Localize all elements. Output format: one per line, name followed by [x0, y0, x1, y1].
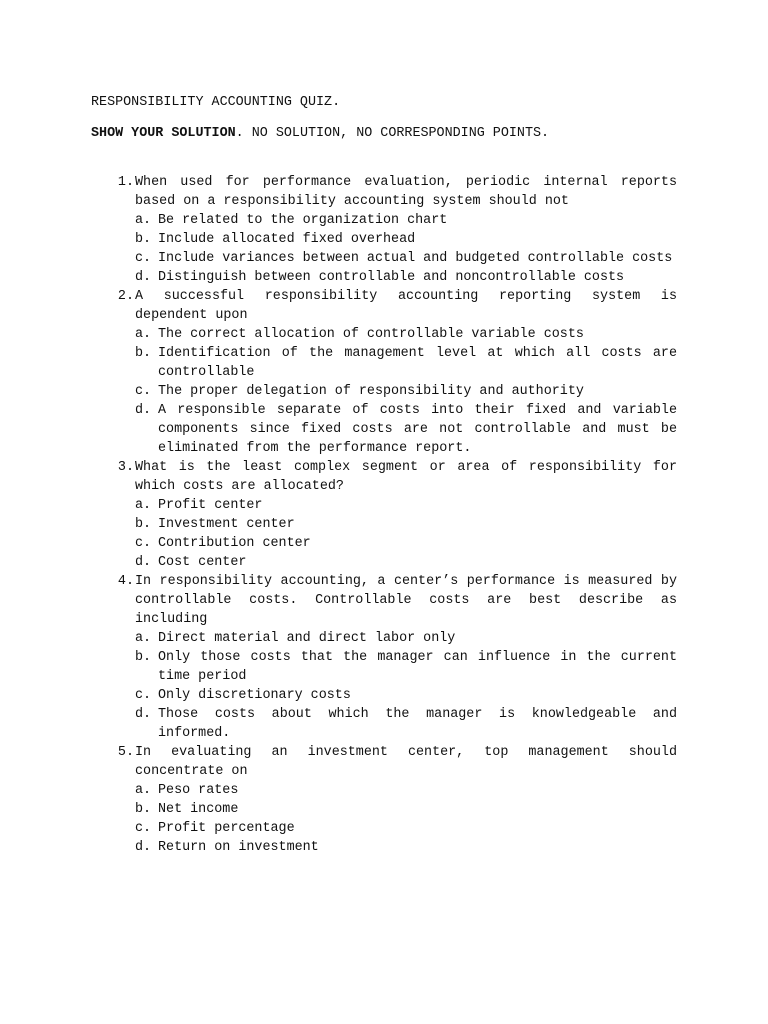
option-letter: c. — [135, 688, 152, 703]
option-5a — [135, 781, 677, 800]
option-letter: c. — [135, 536, 152, 551]
question-text: In responsibility accounting, a center’s performance is measured by controllable costs. Controllable costs are best describe as including — [135, 574, 677, 627]
quiz-document — [91, 93, 677, 857]
option-4d — [135, 705, 677, 743]
option-letter: b. — [135, 232, 152, 247]
option-letter: b. — [135, 517, 152, 532]
option-letter: c. — [135, 251, 152, 266]
option-text: Include allocated fixed overhead — [158, 232, 416, 247]
option-letter: d. — [135, 555, 152, 570]
question-number: 5. — [117, 745, 134, 760]
option-letter: a. — [135, 783, 152, 798]
question-1 — [91, 173, 677, 287]
option-letter: d. — [135, 840, 152, 855]
option-text: Investment center — [158, 517, 295, 532]
option-3b — [135, 515, 677, 534]
option-letter: d. — [135, 270, 152, 285]
option-text: Those costs about which the manager is knowledgeable and informed. — [158, 707, 677, 741]
option-letter: b. — [135, 346, 152, 361]
option-text: A responsible separate of costs into their fixed and variable components since fixed costs are not controllable and must be eliminated from the performance report. — [158, 403, 677, 456]
option-letter: a. — [135, 631, 152, 646]
option-text: Contribution center — [158, 536, 311, 551]
option-text: Return on investment — [158, 840, 319, 855]
option-1a — [135, 211, 677, 230]
option-text: The correct allocation of controllable variable costs — [158, 327, 584, 342]
option-5d — [135, 838, 677, 857]
option-text: Be related to the organization chart — [158, 213, 448, 228]
option-text: Peso rates — [158, 783, 239, 798]
option-text: Identification of the management level at which all costs are controllable — [158, 346, 677, 380]
option-text: Net income — [158, 802, 239, 817]
option-text: Cost center — [158, 555, 247, 570]
question-3 — [91, 458, 677, 572]
option-letter: a. — [135, 213, 152, 228]
option-text: The proper delegation of responsibility and authority — [158, 384, 584, 399]
option-2c — [135, 382, 677, 401]
option-3c — [135, 534, 677, 553]
option-3d — [135, 553, 677, 572]
option-4b — [135, 648, 677, 686]
question-4 — [91, 572, 677, 743]
question-list — [91, 173, 677, 857]
option-text: Direct material and direct labor only — [158, 631, 456, 646]
option-text: Distinguish between controllable and noncontrollable costs — [158, 270, 625, 285]
option-5b — [135, 800, 677, 819]
option-text: Profit center — [158, 498, 263, 513]
question-text: In evaluating an investment center, top management should concentrate on — [135, 745, 677, 779]
question-text: When used for performance evaluation, periodic internal reports based on a responsibility accounting system should not — [135, 175, 677, 209]
option-2d — [135, 401, 677, 458]
option-4c — [135, 686, 677, 705]
question-2 — [91, 287, 677, 458]
option-2a — [135, 325, 677, 344]
question-text: A successful responsibility accounting reporting system is dependent upon — [135, 289, 677, 323]
question-number: 3. — [117, 460, 134, 475]
option-2b — [135, 344, 677, 382]
question-number: 2. — [117, 289, 134, 304]
option-letter: d. — [135, 707, 152, 722]
option-text: Only those costs that the manager can influence in the current time period — [158, 650, 677, 684]
option-letter: c. — [135, 821, 152, 836]
question-number: 4. — [117, 574, 134, 589]
instructions-rest: . NO SOLUTION, NO CORRESPONDING POINTS. — [235, 126, 550, 141]
option-letter: b. — [135, 650, 152, 665]
instructions — [91, 124, 677, 143]
option-letter: c. — [135, 384, 152, 399]
question-number: 1. — [117, 175, 134, 190]
option-5c — [135, 819, 677, 838]
option-text: Profit percentage — [158, 821, 295, 836]
question-text: What is the least complex segment or area of responsibility for which costs are allocated? — [135, 460, 677, 494]
option-1c — [135, 249, 677, 268]
option-1d — [135, 268, 677, 287]
option-letter: a. — [135, 327, 152, 342]
option-letter: b. — [135, 802, 152, 817]
option-letter: d. — [135, 403, 152, 418]
option-text: Include variances between actual and budgeted controllable costs — [158, 251, 673, 266]
question-5 — [91, 743, 677, 857]
option-3a — [135, 496, 677, 515]
document-title: RESPONSIBILITY ACCOUNTING QUIZ. — [91, 95, 341, 110]
instructions-emphasis: SHOW YOUR SOLUTION — [91, 126, 236, 141]
option-4a — [135, 629, 677, 648]
option-letter: a. — [135, 498, 152, 513]
option-1b — [135, 230, 677, 249]
option-text: Only discretionary costs — [158, 688, 351, 703]
